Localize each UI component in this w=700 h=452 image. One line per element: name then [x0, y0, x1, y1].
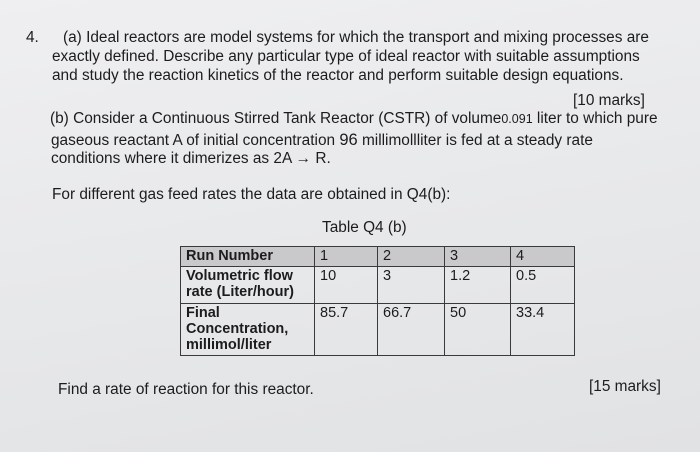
table-cell: 1.2 — [445, 267, 511, 304]
table-cell: 2 — [378, 247, 445, 267]
part-b-line-2 — [51, 131, 593, 150]
row-header-final-concentration: Final Concentration, millimol/liter — [181, 304, 315, 356]
data-intro: For different gas feed rates the data are obtained in Q4(b): — [52, 186, 451, 203]
task-marks: [15 marks] — [589, 378, 661, 395]
table-cell: 1 — [315, 247, 378, 267]
table-cell: 0.5 — [511, 267, 575, 304]
row-header-run-number: Run Number — [181, 247, 315, 267]
part-a-line-3: and study the reaction kinetics of the reactor and perform suitable design equations. — [52, 67, 624, 84]
task-text: Find a rate of reaction for this reactor. — [58, 381, 314, 398]
part-a-line-2: exactly defined. Describe any particular type of ideal reactor with suitable assumptions — [52, 48, 640, 65]
question-number: 4. — [26, 29, 39, 46]
part-b-line-3: conditions where it dimerizes as 2A → R. — [51, 150, 331, 167]
table-cell: 10 — [315, 267, 378, 304]
part-b-line-1-tail: liter to which pure — [532, 110, 658, 127]
table-cell: 50 — [445, 304, 511, 356]
table-row-final-concentration — [181, 304, 575, 356]
part-a-line-1: (a) Ideal reactors are model systems for which the transport and mixing processes are — [63, 29, 649, 46]
part-b-line-1-text: (b) Consider a Continuous Stirred Tank Reactor (CSTR) of volume — [50, 110, 502, 127]
table-cell: 3 — [378, 267, 445, 304]
table-row-volumetric-flow — [181, 267, 575, 304]
table-row-run-number — [181, 247, 575, 267]
reactor-volume-value: 0.091 — [501, 112, 533, 126]
table-caption: Table Q4 (b) — [322, 219, 407, 236]
table-cell: 33.4 — [511, 304, 575, 356]
table-cell: 85.7 — [315, 304, 378, 356]
data-table — [180, 246, 575, 356]
initial-concentration-value: 96 — [339, 131, 358, 149]
part-b-line-2-text: gaseous reactant A of initial concentration — [51, 132, 340, 149]
table-cell: 66.7 — [378, 304, 445, 356]
row-header-volumetric-flow: Volumetric flow rate (Liter/hour) — [181, 267, 315, 304]
part-a-marks: [10 marks] — [573, 92, 645, 109]
part-b-line-2-tail: millimollliter is fed at a steady rate — [357, 132, 593, 149]
table-cell: 3 — [445, 247, 511, 267]
part-b-line-1 — [50, 110, 658, 128]
table-cell: 4 — [511, 247, 575, 267]
